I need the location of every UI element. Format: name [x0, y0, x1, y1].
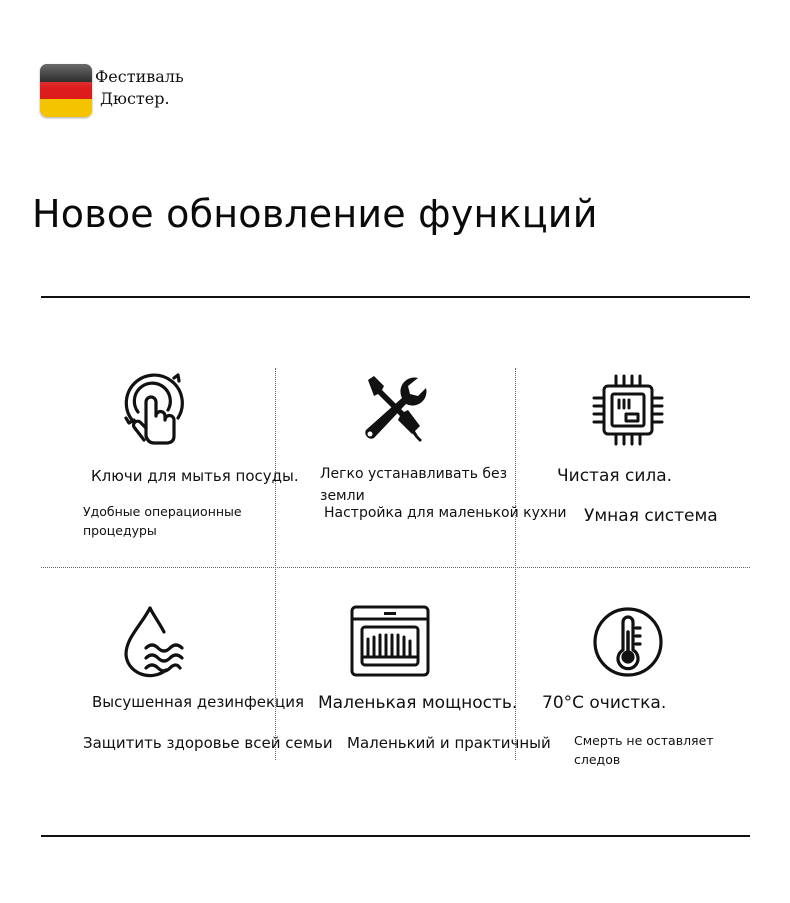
page-title: Новое обновление функций [32, 192, 598, 237]
feature-subtitle: Удобные операционные процедуры [83, 504, 242, 538]
feature-subtitle: Защитить здоровье всей семьи [83, 734, 333, 752]
thermometer-icon [592, 606, 664, 678]
feature-heading: Легко устанавливать без земли [320, 466, 508, 504]
feature-heading: Ключи для мытья посуды. [91, 467, 299, 485]
chip-icon [592, 374, 664, 446]
brand-line-2: Дюстер. [100, 89, 170, 108]
grid-divider-horizontal [41, 567, 750, 568]
feature-subtitle: Маленький и практичный [347, 734, 551, 752]
water-drop-icon [120, 604, 186, 678]
feature-heading: Высушенная дезинфекция [92, 693, 305, 711]
feature-subtitle: Умная система [584, 506, 718, 526]
dishwasher-icon [350, 605, 430, 677]
bottom-divider [41, 835, 750, 837]
feature-subtitle: Смерть не оставляет следов [574, 733, 714, 767]
brand-name [95, 66, 184, 110]
wrench-screwdriver-icon [360, 374, 432, 444]
touch-hand-icon [118, 370, 188, 446]
germany-flag-icon [40, 64, 92, 117]
feature-heading: Чистая сила. [557, 466, 673, 486]
brand-line-1: Фестиваль [95, 67, 184, 86]
feature-heading: 70°C очистка. [542, 693, 667, 713]
top-divider [41, 296, 750, 298]
feature-subtitle: Настройка для маленькой кухни [324, 505, 567, 521]
feature-heading: Маленькая мощность. [318, 693, 518, 713]
